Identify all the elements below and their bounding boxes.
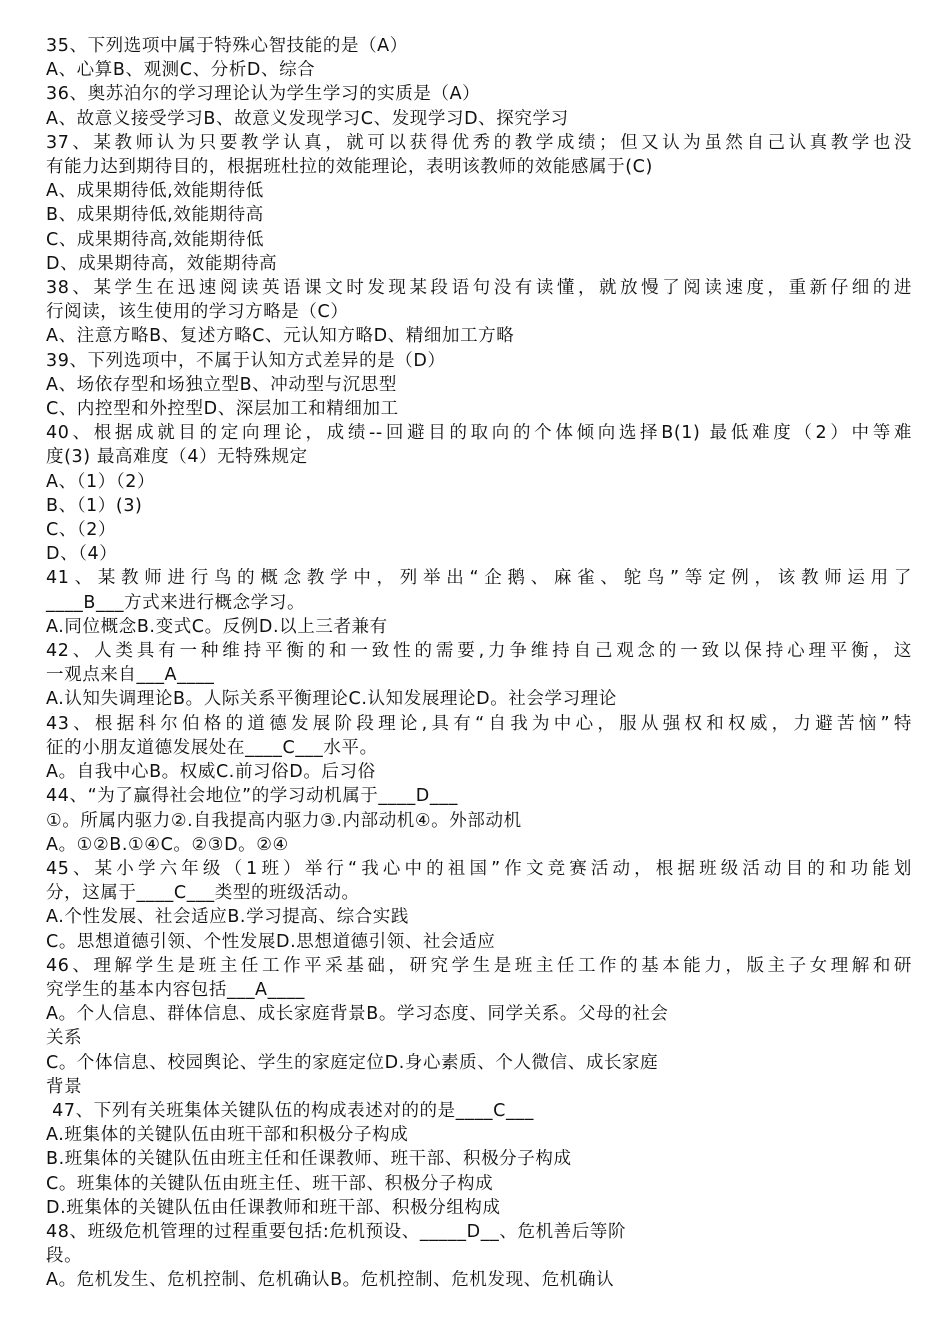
text-line: A.班集体的关键队伍由班干部和积极分子构成 <box>46 1125 409 1146</box>
text-line: C。班集体的关键队伍由班主任、班干部、积极分子构成 <box>46 1173 494 1194</box>
text-line: ①。所属内驱力②.自我提高内驱力③.内部动机④。外部动机 <box>46 810 522 831</box>
text-line: A.同位概念B.变式C。反例D.以上三者兼有 <box>46 616 388 637</box>
document-body <box>46 34 912 1293</box>
text-line: 究学生的基本内容包括___A____ <box>46 979 306 1000</box>
text-line: B.班集体的关键队伍由班主任和任课教师、班干部、积极分子构成 <box>46 1149 572 1170</box>
text-line: 44、“为了赢得社会地位”的学习动机属于____D___ <box>46 786 458 807</box>
text-line: 45、某小学六年级（1班）举行“我心中的祖国”作文竞赛活动，根据班级活动目的和功能划 <box>46 858 912 879</box>
text-line: 度(3) 最高难度（4）无特殊规定 <box>46 447 308 468</box>
text-line: A.个性发展、社会适应B.学习提高、综合实践 <box>46 907 409 928</box>
text-line: A、场依存型和场独立型B、冲动型与沉思型 <box>46 374 397 395</box>
text-line: A。自我中心B。权威C.前习俗D。后习俗 <box>46 762 376 783</box>
text-line: 37、某教师认为只要教学认真，就可以获得优秀的教学成绩；但又认为虽然自己认真教学也没 <box>46 132 912 153</box>
text-line: C。个体信息、校园舆论、学生的家庭定位D.身心素质、个人微信、成长家庭 <box>46 1052 659 1073</box>
text-line: A、故意义接受学习B、故意义发现学习C、发现学习D、探究学习 <box>46 108 569 129</box>
text-line: C、内控型和外控型D、深层加工和精细加工 <box>46 399 399 420</box>
text-line: 36、奥苏泊尔的学习理论认为学生学习的实质是（A） <box>46 84 481 105</box>
text-line: 46、理解学生是班主任工作平采基础，研究学生是班主任工作的基本能力，版主子女理解和研 <box>46 955 912 976</box>
text-line: 征的小朋友道德发展处在____C___水平。 <box>46 737 378 758</box>
text-line: A.认知失调理论B。人际关系平衡理论C.认知发展理论D。社会学习理论 <box>46 689 617 710</box>
text-line: C、成果期待高,效能期待低 <box>46 229 265 250</box>
text-line: 行阅读，该生使用的学习方略是（C） <box>46 302 349 323</box>
text-line: 38、某学生在迅速阅读英语课文时发现某段语句没有读懂，就放慢了阅读速度，重新仔细的进 <box>46 278 912 299</box>
text-line: 47、下列有关班集体关键队伍的构成表述对的的是____C___ <box>46 1100 535 1121</box>
text-line: A。个人信息、群体信息、成长家庭背景B。学习态度、同学关系。父母的社会 <box>46 1004 669 1025</box>
text-line: D.班集体的关键队伍由任课教师和班干部、积极分组构成 <box>46 1197 501 1218</box>
text-line: A、心算B、观测C、分析D、综合 <box>46 60 316 81</box>
text-line: D、（4） <box>46 544 118 565</box>
text-line: D、成果期待高，效能期待高 <box>46 253 278 274</box>
text-line: 一观点来自___A____ <box>46 665 215 686</box>
text-line: 48、班级危机管理的过程重要包括:危机预设、_____D__、危机善后等阶 <box>46 1221 627 1242</box>
text-line: 39、下列选项中，不属于认知方式差异的是（D） <box>46 350 446 371</box>
text-line: 有能力达到期待目的，根据班杜拉的效能理论，表明该教师的效能感属于(C) <box>46 157 653 178</box>
text-line: 分，这属于____C___类型的班级活动。 <box>46 883 360 904</box>
text-line: 段。 <box>46 1246 83 1267</box>
text-line: 41、某教师进行鸟的概念教学中，列举出“企鹅、麻雀、鸵鸟”等定例，该教师运用了 <box>46 568 912 589</box>
text-line: 关系 <box>46 1028 83 1049</box>
text-line: A、注意方略B、复述方略C、元认知方略D、精细加工方略 <box>46 326 515 347</box>
text-line: C、（2） <box>46 520 117 541</box>
text-line: B、成果期待低,效能期待高 <box>46 205 264 226</box>
text-line: B、（1）(3) <box>46 495 143 516</box>
text-line: ____B___方式来进行概念学习。 <box>46 592 306 613</box>
text-line: 35、下列选项中属于特殊心智技能的是（A） <box>46 36 408 56</box>
text-line: 40、根据成就目的定向理论，成绩--回避目的取向的个体倾向选择B(1) 最低难度（2）中等难 <box>46 423 912 444</box>
text-line: 42、人类具有一种维持平衡的和一致性的需要,力争维持自己观念的一致以保持心理平衡，这 <box>46 641 912 662</box>
text-line: 背景 <box>46 1076 83 1097</box>
text-line: A、（1）（2） <box>46 471 156 492</box>
text-line: A。危机发生、危机控制、危机确认B。危机控制、危机发现、危机确认 <box>46 1270 615 1291</box>
text-line: C。思想道德引领、个性发展D.思想道德引领、社会适应 <box>46 931 496 952</box>
text-line: A。①②B.①④C。②③D。②④ <box>46 834 289 855</box>
text-line: 43、根据科尔伯格的道德发展阶段理论,具有“自我为中心，服从强权和权威，力避苦恼”特 <box>46 713 912 734</box>
text-line: A、成果期待低,效能期待低 <box>46 181 264 202</box>
